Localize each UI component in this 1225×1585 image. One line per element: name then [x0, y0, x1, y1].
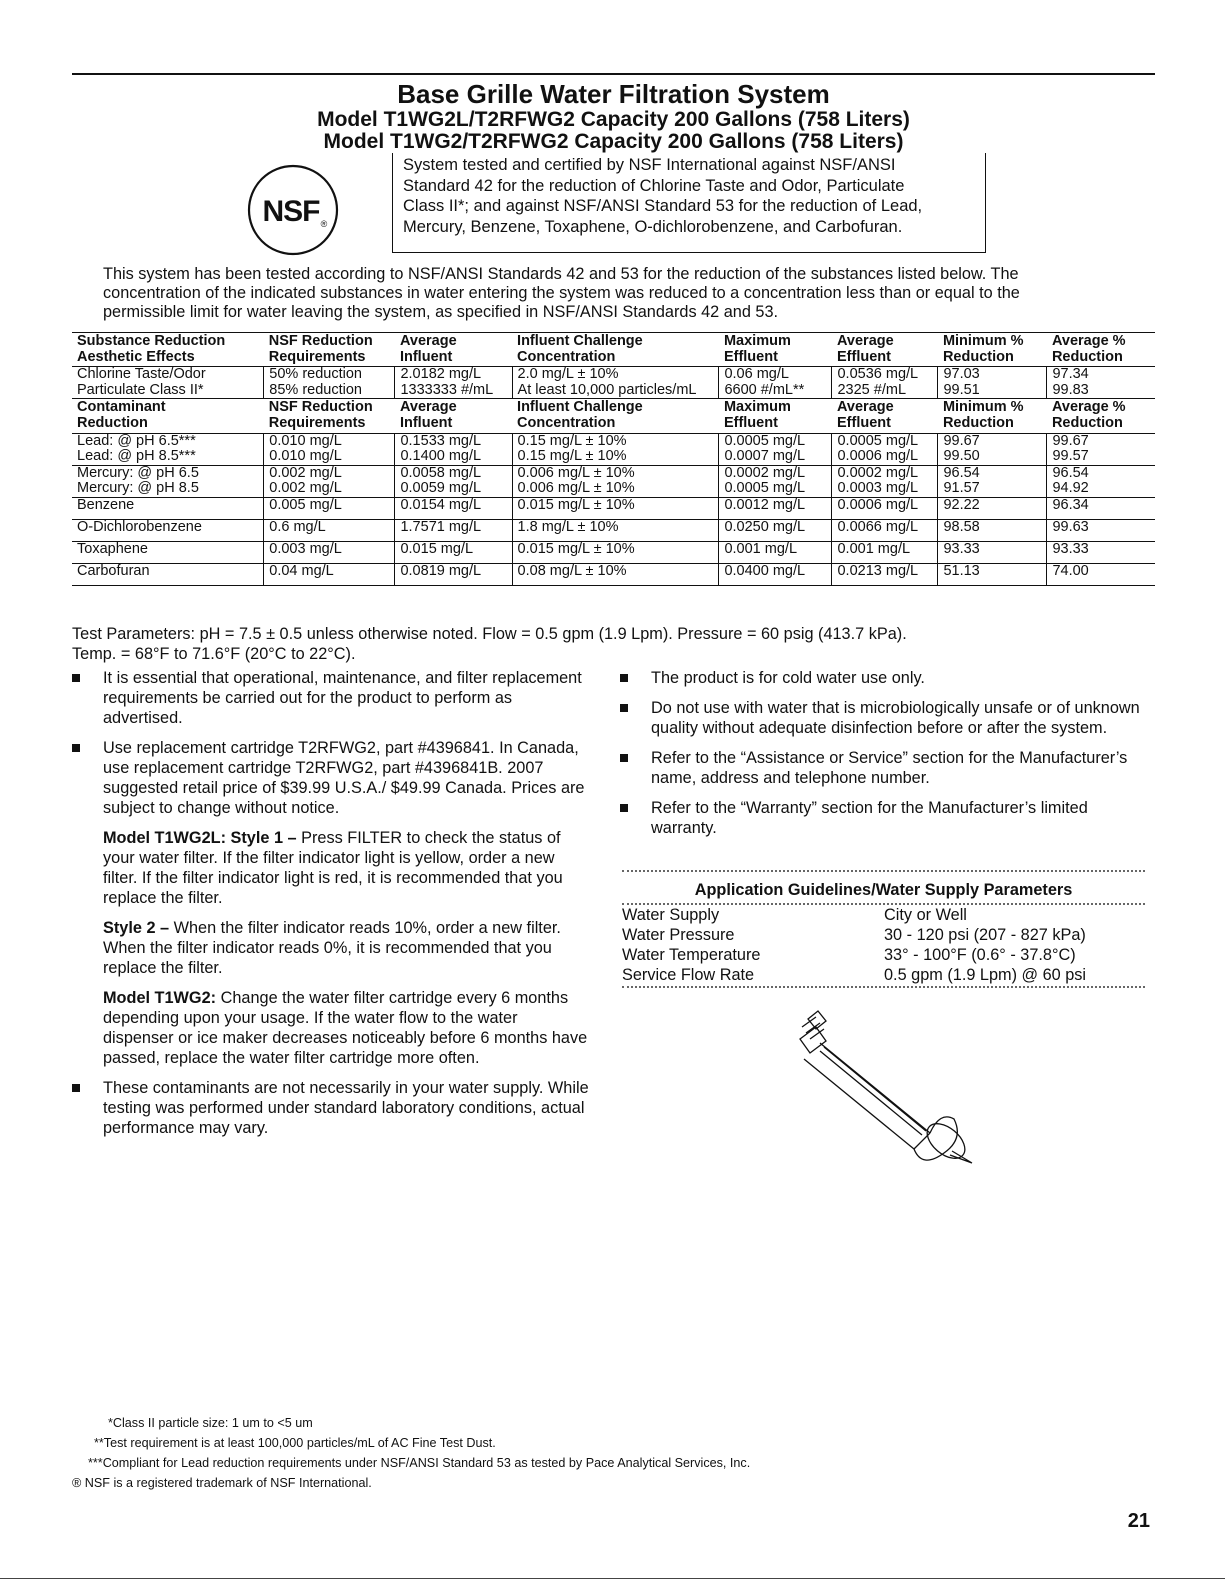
cell-text: Mercury: @ pH 8.5	[77, 480, 199, 497]
page-title: Base Grille Water Filtration System	[397, 79, 830, 109]
cell-text: 0.001 mg/L	[837, 540, 911, 557]
header-text: Reduction	[77, 414, 148, 431]
header-text: Reduction	[942, 348, 1014, 365]
table-header-cell	[719, 333, 832, 367]
cert-line: System tested and certified by NSF International against NSF/ANSI	[403, 156, 896, 174]
cell-text: 0.0819 mg/L	[400, 562, 482, 579]
footnote: ® NSF is a registered trademark of NSF International.	[72, 1476, 372, 1490]
right-column	[620, 668, 1150, 848]
cell-text: Particulate Class II*	[77, 381, 204, 398]
cell-text: 93.33	[1052, 540, 1089, 557]
cell-text: Chlorine Taste/Odor	[77, 366, 206, 383]
bullet-paragraph	[103, 668, 592, 728]
table-cell	[512, 367, 719, 399]
model-line-2: Model T1WG2/T2RFWG2 Capacity 200 Gallons (758 Liters)	[323, 130, 904, 153]
header-text: Reduction	[942, 414, 1014, 431]
left-column	[72, 668, 592, 1148]
table-header-cell	[832, 333, 938, 367]
table-cell	[1047, 563, 1155, 585]
table-header-cell	[264, 333, 395, 367]
certification-box	[392, 153, 986, 253]
table-row	[72, 433, 1155, 465]
cell-text: 97.34	[1052, 366, 1089, 383]
cell-text: 92.22	[943, 496, 980, 513]
table-cell	[832, 563, 938, 585]
guideline-label: Service Flow Rate	[622, 966, 755, 984]
table-cell	[395, 541, 512, 563]
table-cell	[719, 563, 832, 585]
bullet-item	[620, 698, 1150, 738]
cell-text: 6600 #/mL**	[724, 381, 805, 398]
cell-text: 0.002 mg/L	[269, 480, 342, 497]
table-cell	[264, 563, 395, 585]
cell-text: 96.54	[1052, 464, 1089, 481]
filter-cartridge-icon	[780, 1005, 1000, 1165]
header-text: Average	[836, 333, 894, 349]
cell-text: 91.57	[943, 480, 980, 497]
cell-text: 1.7571 mg/L	[400, 518, 482, 535]
cell-text: 96.54	[943, 464, 980, 481]
table-cell	[264, 541, 395, 563]
table-cell	[938, 367, 1047, 399]
cell-text: 99.51	[943, 381, 980, 398]
header-text: Influent	[399, 348, 453, 365]
cell-text: 0.6 mg/L	[269, 518, 326, 535]
table-cell	[264, 465, 395, 497]
cell-text: 0.1533 mg/L	[400, 432, 482, 449]
table-cell	[264, 367, 395, 399]
cell-text: 99.83	[1052, 381, 1089, 398]
bullet-paragraph	[103, 828, 592, 908]
test-parameters	[72, 624, 1072, 664]
table-row	[72, 541, 1155, 563]
table-row	[72, 563, 1155, 585]
header-text: NSF Reduction	[268, 333, 373, 349]
table-cell	[512, 433, 719, 465]
table-row	[72, 497, 1155, 519]
table-header-cell	[72, 399, 264, 433]
cell-text: 0.0007 mg/L	[724, 448, 806, 465]
paragraph-text: Press FILTER to check the status of your water filter. If the filter indicator light is yellow, order a new filter. If the filter indicator light is red, it is recommended that you replace the filter.	[103, 829, 563, 907]
page-number: 21	[1127, 1510, 1150, 1532]
table-cell	[832, 367, 938, 399]
cell-text: 94.92	[1052, 480, 1089, 497]
guideline-value: 30 - 120 psi (207 - 827 kPa)	[884, 926, 1086, 944]
cell-text: 0.010 mg/L	[269, 432, 342, 449]
paragraph-text: It is essential that operational, maintenance, and filter replacement requirements be carried out for the product to perform as advertised.	[103, 669, 582, 727]
cell-text: 97.03	[943, 366, 980, 383]
guideline-value: City or Well	[884, 906, 967, 924]
cell-text: 0.0005 mg/L	[724, 480, 806, 497]
header-text: Influent	[399, 414, 453, 431]
footnote: **Test requirement is at least 100,000 particles/mL of AC Fine Test Dust.	[94, 1436, 496, 1450]
test-parameters-line: Test Parameters: pH = 7.5 ± 0.5 unless otherwise noted. Flow = 0.5 gpm (1.9 Lpm). Pressure = 60 psig (413.7 kPa).	[72, 625, 907, 643]
cell-text: 0.006 mg/L ± 10%	[517, 480, 635, 497]
header-text: Average	[399, 399, 457, 416]
bullet-item	[72, 738, 592, 1068]
footnote: ***Compliant for Lead reduction requirements under NSF/ANSI Standard 53 as tested by Pace Analytical Services, Inc.	[88, 1456, 751, 1470]
bullet-square-icon	[72, 674, 80, 682]
cell-text: 85% reduction	[269, 381, 362, 398]
header-text: Minimum %	[942, 399, 1024, 416]
model-line-1: Model T1WG2L/T2RFWG2 Capacity 200 Gallons (758 Liters)	[317, 108, 910, 131]
header-text: Concentration	[517, 348, 616, 365]
cell-text: 0.08 mg/L ± 10%	[517, 562, 627, 579]
table-header-cell	[719, 399, 832, 433]
table-cell	[512, 541, 719, 563]
top-rule	[72, 73, 1155, 75]
table-cell	[264, 433, 395, 465]
bullet-paragraph: Do not use with water that is microbiologically unsafe or of unknown quality without adequate disinfection before or after the system.	[651, 699, 1140, 737]
table-cell	[264, 519, 395, 541]
nsf-logo	[247, 164, 339, 256]
header-text: Average	[399, 333, 457, 349]
table-cell	[938, 519, 1047, 541]
header-text: Effluent	[723, 348, 778, 365]
guideline-label: Water Temperature	[622, 946, 761, 964]
header-text: Average %	[1051, 399, 1126, 416]
test-parameters-line: Temp. = 68°F to 71.6°F (20°C to 22°C).	[72, 645, 356, 663]
table-cell	[719, 367, 832, 399]
svg-text:NSF: NSF	[262, 195, 320, 228]
bullet-paragraph	[103, 1078, 592, 1138]
cell-text: 99.67	[943, 432, 980, 449]
guideline-value: 33° - 100°F (0.6° - 37.8°C)	[884, 946, 1076, 964]
table-cell	[938, 563, 1047, 585]
cell-text: 98.58	[943, 518, 980, 535]
table-row	[72, 367, 1155, 399]
table-cell	[395, 519, 512, 541]
cell-text: 0.0005 mg/L	[837, 432, 919, 449]
cell-text: 99.63	[1052, 518, 1089, 535]
header-text: Average %	[1051, 333, 1126, 349]
header-text: Effluent	[836, 348, 891, 365]
bullet-square-icon	[72, 1084, 80, 1092]
cell-text: 96.34	[1052, 496, 1089, 513]
guideline-label: Water Pressure	[622, 926, 735, 944]
cell-text: 0.015 mg/L ± 10%	[517, 540, 635, 557]
cell-text: 0.0002 mg/L	[837, 464, 919, 481]
table-cell	[72, 563, 264, 585]
cell-text: 2325 #/mL	[837, 381, 907, 398]
table-header-cell	[395, 399, 512, 433]
table-header-cell	[395, 333, 512, 367]
table-cell	[938, 497, 1047, 519]
bullet-paragraph	[103, 988, 592, 1068]
table-header-cell	[264, 399, 395, 433]
bullet-item	[72, 668, 592, 728]
cell-text: Lead: @ pH 6.5***	[77, 432, 196, 449]
cell-text: Toxaphene	[77, 540, 148, 557]
cell-text: 2.0 mg/L ± 10%	[517, 366, 619, 383]
table-row	[72, 465, 1155, 497]
table-cell	[395, 465, 512, 497]
table-cell	[72, 367, 264, 399]
header-text: Reduction	[1051, 414, 1123, 431]
cell-text: 0.003 mg/L	[269, 540, 342, 557]
table-cell	[938, 433, 1047, 465]
table-cell	[512, 563, 719, 585]
table-cell	[1047, 497, 1155, 519]
header-text: Effluent	[836, 414, 891, 431]
table-header-cell	[832, 399, 938, 433]
table-cell	[395, 367, 512, 399]
header-text: Influent Challenge	[517, 399, 643, 416]
cell-text: 50% reduction	[269, 366, 362, 383]
bullet-square-icon	[620, 674, 628, 682]
header-text: Minimum %	[942, 333, 1024, 349]
performance-data-table	[72, 332, 1155, 586]
cell-text: 0.0536 mg/L	[837, 366, 919, 383]
cell-text: 0.0400 mg/L	[724, 562, 806, 579]
table-cell	[832, 519, 938, 541]
cell-text: At least 10,000 particles/mL	[517, 381, 697, 398]
header-text: Maximum	[723, 399, 791, 416]
table-cell	[1047, 541, 1155, 563]
application-guidelines	[622, 870, 1145, 988]
table-cell	[1047, 367, 1155, 399]
cell-text: 0.15 mg/L ± 10%	[517, 432, 627, 449]
cell-text: 99.57	[1052, 448, 1089, 465]
table-cell	[719, 497, 832, 519]
bullet-item	[72, 1078, 592, 1138]
cell-text: 0.0059 mg/L	[400, 480, 482, 497]
footnote: *Class II particle size: 1 um to <5 um	[108, 1416, 313, 1430]
cell-text: 1333333 #/mL	[400, 381, 494, 398]
cell-text: 0.0003 mg/L	[837, 480, 919, 497]
guideline-row	[622, 905, 1145, 925]
cell-text: 74.00	[1052, 562, 1089, 579]
table-cell	[938, 465, 1047, 497]
table-cell	[719, 465, 832, 497]
table-cell	[512, 519, 719, 541]
intro-line: This system has been tested according to NSF/ANSI Standards 42 and 53 for the reduction of the substances listed below. The	[103, 265, 1019, 283]
cell-text: 0.0058 mg/L	[400, 464, 482, 481]
table-cell	[512, 465, 719, 497]
cell-text: 0.005 mg/L	[269, 496, 342, 513]
cell-text: 51.13	[943, 562, 980, 579]
cell-text: 0.0154 mg/L	[400, 496, 482, 513]
table-cell	[72, 497, 264, 519]
table-header-row	[72, 399, 1155, 433]
cell-text: Benzene	[77, 496, 135, 513]
cell-text: 0.015 mg/L	[400, 540, 474, 557]
header-text: NSF Reduction	[268, 399, 373, 416]
header-text: Effluent	[723, 414, 778, 431]
table-header-cell	[1047, 399, 1155, 433]
table-header-cell	[938, 399, 1047, 433]
table-header-row	[72, 333, 1155, 367]
cell-text: 0.0012 mg/L	[724, 496, 806, 513]
bullet-item	[620, 798, 1150, 838]
bullet-paragraph: Refer to the “Assistance or Service” section for the Manufacturer’s name, address and telephone number.	[651, 749, 1128, 787]
table-cell	[938, 541, 1047, 563]
table-header-cell	[512, 333, 719, 367]
cell-text: 0.0002 mg/L	[724, 464, 806, 481]
cell-text: 0.006 mg/L ± 10%	[517, 464, 635, 481]
cell-text: 0.15 mg/L ± 10%	[517, 448, 627, 465]
table-cell	[832, 465, 938, 497]
header-text: Average	[836, 399, 894, 416]
cell-text: 0.015 mg/L ± 10%	[517, 496, 635, 513]
cell-text: 0.04 mg/L	[269, 562, 334, 579]
guideline-value: 0.5 gpm (1.9 Lpm) @ 60 psi	[884, 966, 1087, 984]
cell-text: 0.001 mg/L	[724, 540, 798, 557]
paragraph-text: These contaminants are not necessarily in your water supply. While testing was performed under standard laboratory conditions, actual performance may vary.	[103, 1079, 589, 1137]
bullet-square-icon	[72, 744, 80, 752]
guideline-row	[622, 925, 1145, 945]
cell-text: 0.0066 mg/L	[837, 518, 919, 535]
bottom-rule	[0, 1578, 1225, 1579]
table-cell	[395, 433, 512, 465]
table-cell	[1047, 519, 1155, 541]
table-cell	[72, 433, 264, 465]
title-block	[72, 80, 1155, 153]
cert-line: Standard 42 for the reduction of Chlorine Taste and Odor, Particulate	[403, 176, 905, 195]
cell-text: 0.0250 mg/L	[724, 518, 806, 535]
table-cell	[72, 541, 264, 563]
cell-text: 0.0006 mg/L	[837, 448, 919, 465]
cell-text: 0.1400 mg/L	[400, 448, 482, 465]
guideline-row	[622, 945, 1145, 965]
guideline-row	[622, 965, 1145, 985]
bullet-paragraph	[103, 918, 592, 978]
paragraph-text: Change the water filter cartridge every 6 months depending upon your usage. If the water flow to the water dispenser or ice maker decreases noticeably before 6 months have passed, replace the water filter cartridge more often.	[103, 989, 588, 1067]
guideline-label: Water Supply	[622, 906, 720, 924]
bullet-square-icon	[620, 704, 628, 712]
intro-paragraph	[103, 265, 1123, 322]
table-cell	[832, 541, 938, 563]
table-cell	[719, 519, 832, 541]
bold-label: Style 2 –	[103, 919, 174, 937]
bold-label: Model T1WG2:	[103, 989, 221, 1007]
cell-text: Carbofuran	[77, 562, 150, 579]
paragraph-text: Use replacement cartridge T2RFWG2, part #4396841. In Canada, use replacement cartridge T2RFWG2, part #4396841B. 2007 suggested retail price of $39.99 U.S.A./ $49.99 Canada. Prices are subject to change without notice.	[103, 739, 585, 817]
cell-text: 2.0182 mg/L	[400, 366, 482, 383]
cert-line: Mercury, Benzene, Toxaphene, O-dichlorobenzene, and Carbofuran.	[403, 217, 903, 236]
bullet-paragraph	[103, 738, 592, 818]
table-cell	[1047, 465, 1155, 497]
table-cell	[719, 433, 832, 465]
header-text: Contaminant	[77, 399, 166, 416]
cell-text: 0.0006 mg/L	[837, 496, 919, 513]
intro-line: concentration of the indicated substances in water entering the system was reduced to a concentration less than or equal to the	[103, 284, 1020, 302]
header-text: Aesthetic Effects	[77, 348, 195, 365]
cell-text: 0.06 mg/L	[724, 366, 789, 383]
bold-label: Model T1WG2L: Style 1 –	[103, 829, 302, 847]
table-cell	[512, 497, 719, 519]
intro-line: permissible limit for water leaving the system, as specified in NSF/ANSI Standards 42 and 53.	[103, 303, 779, 321]
table-cell	[72, 465, 264, 497]
header-text: Reduction	[1051, 348, 1123, 365]
bullet-square-icon	[620, 804, 628, 812]
table-cell	[264, 497, 395, 519]
cell-text: Lead: @ pH 8.5***	[77, 448, 196, 465]
header-text: Substance Reduction	[77, 333, 226, 349]
cell-text: 99.50	[943, 448, 980, 465]
bullet-paragraph: Refer to the “Warranty” section for the Manufacturer’s limited warranty.	[651, 799, 1088, 837]
table-cell	[395, 497, 512, 519]
table-cell	[832, 497, 938, 519]
bullet-square-icon	[620, 754, 628, 762]
cell-text: O-Dichlorobenzene	[77, 518, 202, 535]
cell-text: 1.8 mg/L ± 10%	[517, 518, 619, 535]
cell-text: 0.002 mg/L	[269, 464, 342, 481]
bullet-paragraph: The product is for cold water use only.	[651, 669, 925, 687]
table-cell	[1047, 433, 1155, 465]
dotted-divider	[622, 986, 1145, 988]
table-cell	[395, 563, 512, 585]
table-header-cell	[512, 399, 719, 433]
header-text: Influent Challenge	[517, 333, 643, 349]
cell-text: 0.0005 mg/L	[724, 432, 806, 449]
cell-text: 99.67	[1052, 432, 1089, 449]
footnotes	[72, 1413, 1072, 1493]
paragraph-text: When the filter indicator reads 10%, order a new filter. When the filter indicator reads 0%, it is recommended that you replace the filter.	[103, 919, 561, 977]
header-text: Requirements	[268, 414, 366, 431]
table-cell	[719, 541, 832, 563]
table-header-cell	[72, 333, 264, 367]
table-row	[72, 519, 1155, 541]
bullet-item	[620, 668, 1150, 688]
header-text: Maximum	[723, 333, 791, 349]
cell-text: 0.0213 mg/L	[837, 562, 919, 579]
table-cell	[832, 433, 938, 465]
cell-text: Mercury: @ pH 6.5	[77, 464, 199, 481]
cell-text: 0.010 mg/L	[269, 448, 342, 465]
table-header-cell	[938, 333, 1047, 367]
cell-text: 93.33	[943, 540, 980, 557]
guidelines-title: Application Guidelines/Water Supply Parameters	[694, 881, 1073, 899]
table-header-cell	[1047, 333, 1155, 367]
table-cell	[72, 519, 264, 541]
header-text: Concentration	[517, 414, 616, 431]
bullet-item	[620, 748, 1150, 788]
svg-text:®: ®	[320, 219, 328, 229]
header-text: Requirements	[268, 348, 366, 365]
cert-line: Class II*; and against NSF/ANSI Standard 53 for the reduction of Lead,	[403, 197, 923, 215]
